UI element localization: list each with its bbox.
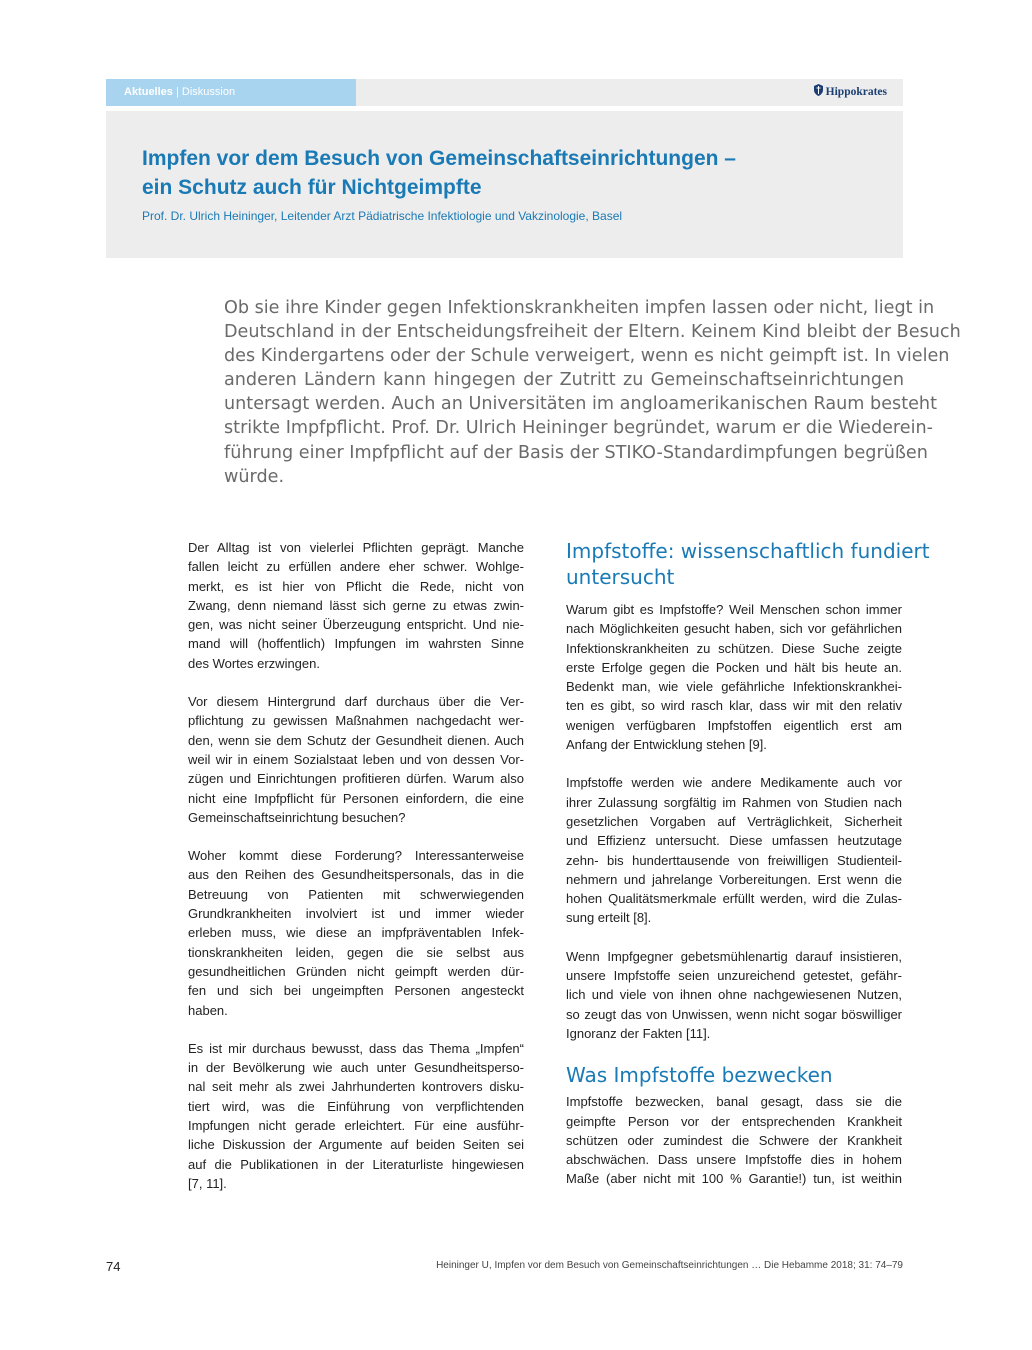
- text-line: Zwang, denn niemand lässt sich gerne zu etwas zwin-: [188, 597, 524, 613]
- text-line: fen und sich bei ungeimpften Personen angesteckt: [188, 983, 524, 999]
- text-line: den, wenn sie dem Schutz der Gesundheit dienen. Auch: [188, 732, 524, 748]
- left-column: [188, 538, 524, 1212]
- text-line: gen, was nicht seiner Überzeugung entspricht. Und nie-: [188, 617, 524, 633]
- text-line: nicht eine Impfpflicht für Personen einfordern, die eine: [188, 790, 524, 806]
- text-line: Vor diesem Hintergrund darf durchaus über die Ver-: [188, 694, 524, 710]
- heading-line: Was Impfstoffe bezwecken: [566, 1063, 833, 1088]
- title-line: ein Schutz auch für Nichtgeimpfte: [142, 176, 482, 199]
- body-paragraph: [566, 773, 902, 927]
- text-line: hohen Qualitätsmerkmale erfüllt werden, wird die Zulas-: [566, 891, 902, 907]
- text-line: [7, 11].: [188, 1175, 227, 1191]
- lead-line: untersagt werden. Auch an Universitäten im angloamerikanischen Raum besteht: [224, 394, 937, 415]
- text-line: in der Bevölkerung wie auch unter Gesundheitsperso-: [188, 1060, 524, 1076]
- section-heading: [566, 538, 930, 590]
- heading-line: Impfstoffe: wissenschaftlich fundiert: [566, 539, 930, 563]
- text-line: so zeugt das von Unwissen, wenn nicht sogar böswilliger: [566, 1006, 902, 1022]
- publisher-logo: [814, 79, 887, 106]
- lead-line: strikte Impfpflicht. Prof. Dr. Ulrich Heininger begründet, warum er die Wiederein-: [224, 418, 933, 439]
- body-paragraph: [188, 692, 524, 827]
- text-line: erleben muss, wie diese an impfpräventablen Infek-: [188, 925, 524, 941]
- text-line: zügen und Einrichtungen profitieren dürfen. Warum also: [188, 771, 524, 787]
- text-line: mand will (hoffentlich) Impfungen im wahrsten Sinne: [188, 636, 524, 652]
- text-line: Wenn Impfgegner gebetsmühlenartig darauf insistieren,: [566, 948, 902, 964]
- text-line: Maße (aber nicht mit 100 % Garantie!) tun, ist weithin: [566, 1171, 902, 1187]
- text-line: haben.: [188, 1002, 228, 1018]
- text-line: Ignoranz der Fakten [11].: [566, 1025, 711, 1041]
- text-line: ihrer Zulassung sorgfältig im Rahmen von Studien nach: [566, 794, 902, 810]
- text-line: Grundkrankheiten involviert ist und immer wieder: [188, 906, 524, 922]
- text-line: Anfang der Entwicklung stehen [9].: [566, 737, 767, 753]
- lead-line: des Kindergartens oder der Schule verweigert, wenn es nicht geimpft ist. In vielen: [224, 346, 950, 367]
- lead-line: Ob sie ihre Kinder gegen Infektionskrankheiten impfen lassen oder nicht, liegt in: [224, 298, 935, 318]
- text-line: Bedenkt man, wie viele gefährliche Infektionskrankhei-: [566, 679, 902, 695]
- text-line: zehn- bis hunderttausende von freiwilligen Studienteil-: [566, 852, 902, 868]
- crest-icon: [814, 79, 823, 106]
- body-paragraph: [566, 600, 902, 754]
- text-line: weil wir in einem Sozialstaat leben und von dessen Vor-: [188, 751, 524, 767]
- body-paragraph: [188, 1039, 524, 1193]
- lead-line: würde.: [224, 466, 285, 487]
- section-heading: [566, 1062, 902, 1088]
- text-line: sung erteilt [8].: [566, 910, 652, 926]
- article-header: [106, 111, 903, 258]
- page-number: 74: [106, 1259, 121, 1274]
- text-line: Impfungen nicht gerade erleichtert. Für eine ausführ-: [188, 1118, 524, 1134]
- text-line: Gemeinschaftseinrichtung besuchen?: [188, 809, 406, 825]
- body-paragraph: [566, 1092, 902, 1188]
- publisher-name: Hippokrates: [825, 86, 887, 98]
- text-line: lich und viele von ihnen ohne nachgewiesenen Nutzen,: [566, 987, 902, 1003]
- text-line: Impfstoffe bezwecken, banal gesagt, dass sie die: [566, 1094, 902, 1110]
- text-line: Warum gibt es Impfstoffe? Weil Menschen schon immer: [566, 602, 902, 617]
- body-paragraph: [188, 846, 524, 1020]
- section-name: Aktuelles: [124, 86, 173, 98]
- text-line: auf die Publikationen in der Literaturliste hingewiesen: [188, 1156, 524, 1172]
- right-column: [566, 538, 930, 1208]
- article-authors: Prof. Dr. Ulrich Heininger, Leitender Arzt Pädiatrische Infektiologie und Vakzinologie, Basel: [142, 209, 623, 223]
- text-line: und Effizienz untersucht. Diese umfassen heutzutage: [566, 833, 902, 849]
- lead-paragraph: [224, 296, 961, 489]
- text-line: Impfstoffe werden wie andere Medikamente auch vor: [566, 775, 902, 791]
- section-label: [106, 79, 356, 106]
- text-line: nehmern und jahrelange Vorbereitungen. Erst wenn die: [566, 871, 902, 887]
- text-line: Infektionskrankheiten zu schützen. Diese Suche zeigte: [566, 640, 902, 656]
- section-separator: |: [175, 86, 179, 98]
- text-line: geimpfte Person vor der entsprechenden Krankheit: [566, 1113, 902, 1129]
- heading-line: untersucht: [566, 565, 675, 589]
- text-line: Woher kommt diese Forderung? Interessanterweise: [188, 848, 524, 864]
- text-line: erste Erfolge gegen die Pocken und hält bis heute an.: [566, 659, 902, 675]
- header-bar: [106, 79, 903, 106]
- text-line: des Wortes erzwingen.: [188, 655, 320, 671]
- text-line: gesundheitlichen Gründen nicht geimpft werden dür-: [188, 963, 524, 979]
- text-line: schützen oder zumindest die Schwere der Krankheit: [566, 1132, 902, 1148]
- text-line: Es ist mir durchaus bewusst, dass das Thema „Impfen“: [188, 1040, 524, 1056]
- text-line: ten es gibt, so wird rasch klar, dass wir mit den relativ: [566, 698, 902, 714]
- body-paragraph: [188, 538, 524, 673]
- text-line: unsere Impfstoffe seien unzureichend getestet, gefähr-: [566, 968, 902, 984]
- title-line: Impfen vor dem Besuch von Gemeinschaftseinrichtungen –: [142, 147, 736, 170]
- lead-line: führung einer Impfpflicht auf der Basis der STIKO-Standardimpfungen begrüßen: [224, 442, 928, 463]
- text-line: aus den Reihen des Gesundheitspersonals, das in die: [188, 867, 524, 883]
- body-paragraph: [566, 947, 902, 1043]
- text-line: nach Möglichkeiten gesucht haben, sich vor gefährlichen: [566, 621, 902, 637]
- text-line: abschwächen. Dass unsere Impfstoffe dies in hohem: [566, 1152, 902, 1168]
- text-line: wenigen verfügbaren Impfstoffen eigentlich erst am: [566, 717, 902, 733]
- text-line: fallen leicht zu erfüllen andere eher schwer. Wohlge-: [188, 559, 524, 575]
- lead-line: Deutschland in der Entscheidungsfreiheit der Eltern. Keinem Kind bleibt der Besuch: [224, 322, 961, 343]
- text-line: pflichtung zu gewissen Maßnahmen nachgedacht wer-: [188, 713, 524, 729]
- article-title: [142, 144, 867, 202]
- text-line: tionskrankheiten leiden, gegen die sie selbst aus: [188, 944, 524, 960]
- text-line: Betreuung von Patienten mit schwerwiegenden: [188, 886, 524, 902]
- text-line: liche Diskussion der Argumente auf beiden Seiten sei: [188, 1137, 524, 1153]
- text-line: merkt, es ist hier von Pflicht die Rede, nicht von: [188, 578, 524, 594]
- text-line: nal seit mehr als zwei Jahrhunderten kontrovers disku-: [188, 1079, 524, 1095]
- text-line: tiert wird, was die Einführung von verpflichtenden: [188, 1098, 524, 1114]
- subsection-name: Diskussion: [181, 86, 236, 98]
- text-line: gesetzlichen Vorgaben auf Verträglichkeit, Sicherheit: [566, 813, 902, 829]
- text-line: Der Alltag ist von vielerlei Pflichten geprägt. Manche: [188, 540, 524, 555]
- lead-line: anderen Ländern kann hingegen der Zutritt zu Gemeinschaftseinrichtungen: [224, 370, 904, 391]
- footer-citation: Heininger U, Impfen vor dem Besuch von Gemeinschaftseinrichtungen … Die Hebamme 2018; 31: 74–79: [436, 1260, 903, 1271]
